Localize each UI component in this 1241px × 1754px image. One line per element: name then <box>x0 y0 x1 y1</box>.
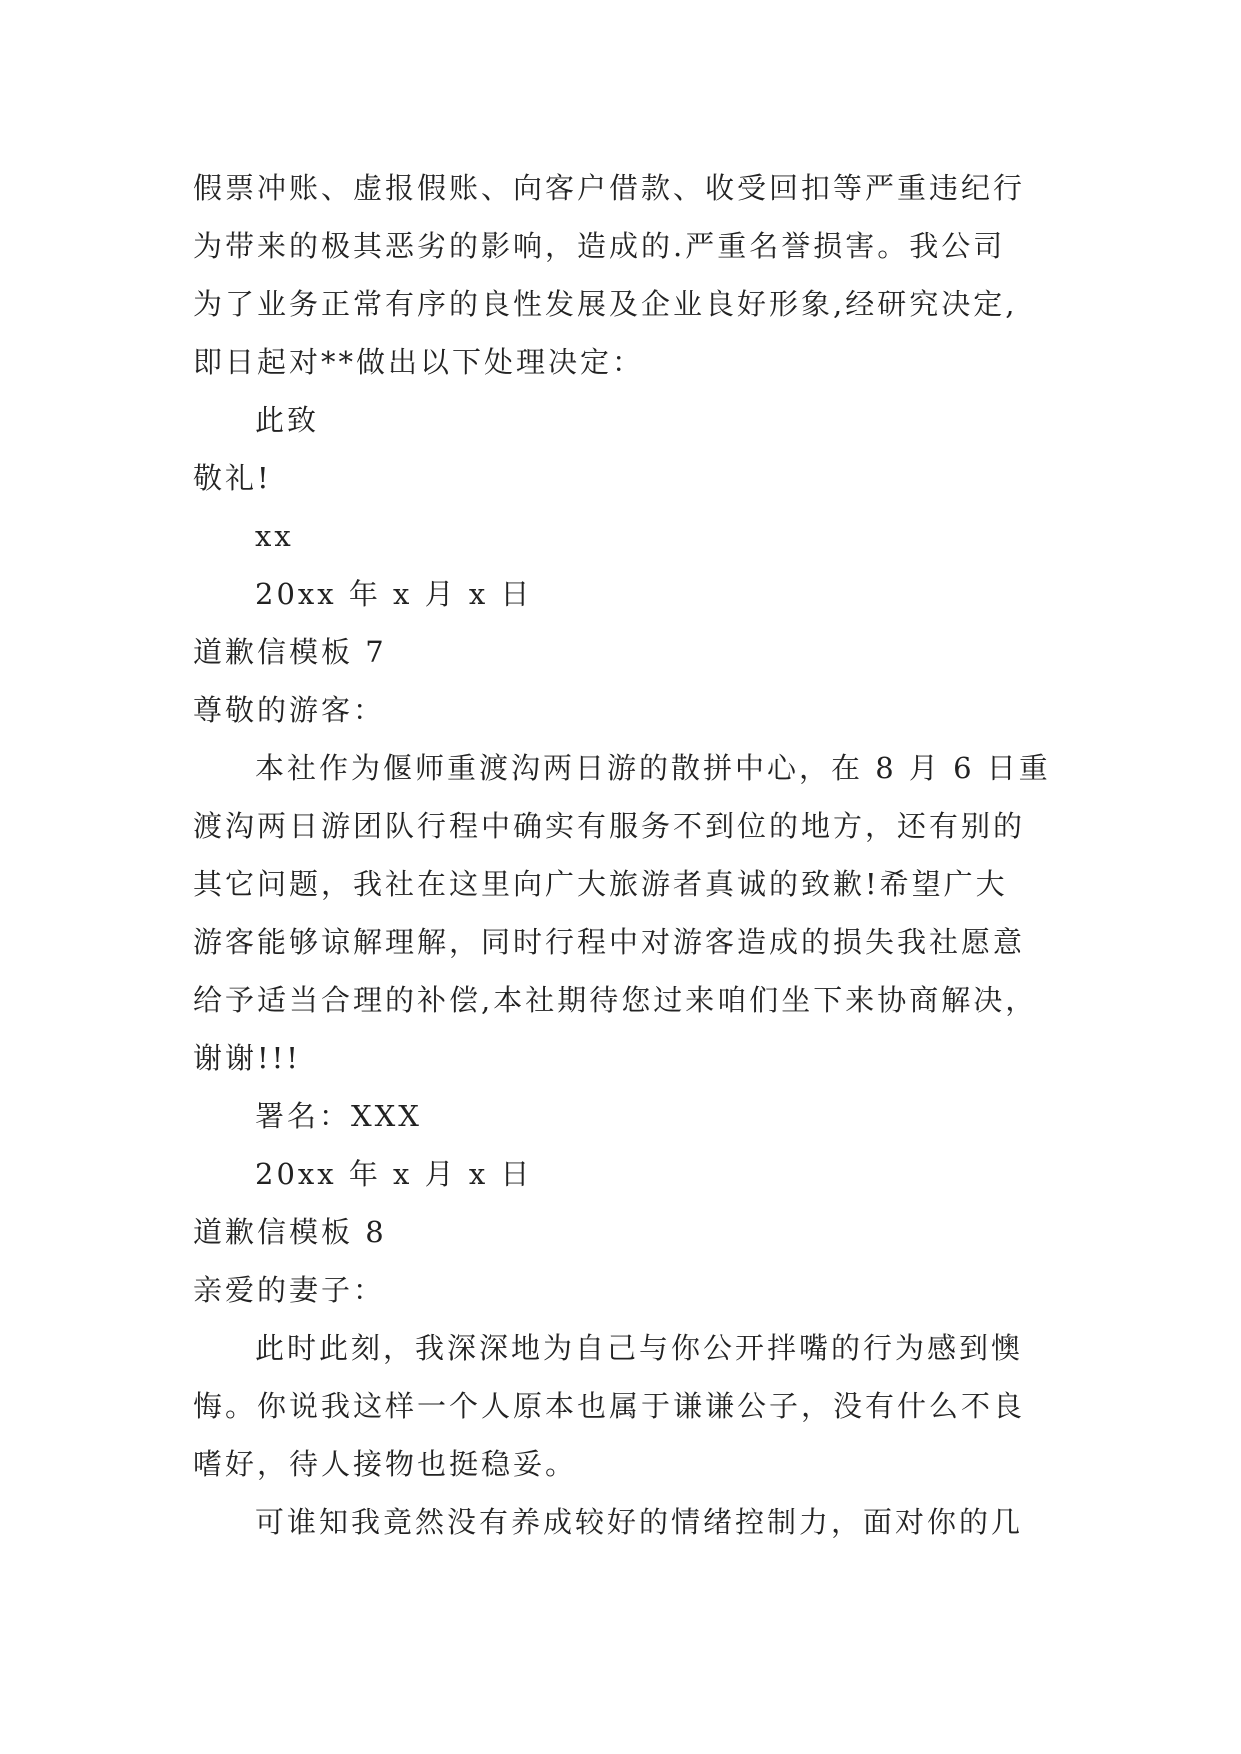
text-line: 渡沟两日游团队行程中确实有服务不到位的地方，还有别的 <box>193 809 1026 843</box>
date-line: 20xx 年 x 月 x 日 <box>255 1157 533 1191</box>
text-line: 游客能够谅解理解，同时行程中对游客造成的损失我社愿意 <box>193 925 1026 959</box>
closing-regards: 敬礼! <box>193 461 272 495</box>
text-line: 假票冲账、虚报假账、向客户借款、收受回扣等严重违纪行 <box>193 171 1026 205</box>
text-line: 即日起对**做出以下处理决定： <box>193 345 645 379</box>
greeting: 亲爱的妻子： <box>193 1273 386 1307</box>
text-line: 其它问题，我社在这里向广大旅游者真诚的致歉!希望广大 <box>193 867 1008 901</box>
text-line: 本社作为偃师重渡沟两日游的散拼中心，在 8 月 6 日重 <box>255 751 1051 785</box>
closing-salutation: 此致 <box>255 403 320 437</box>
text-line: 谢谢!!! <box>193 1041 301 1075</box>
date-line: 20xx 年 x 月 x 日 <box>255 577 533 611</box>
text-line: 嗜好，待人接物也挺稳妥。 <box>193 1447 578 1481</box>
document-page <box>193 159 1093 1551</box>
text-line: 为带来的极其恶劣的影响，造成的.严重名誉损害。我公司 <box>193 229 1006 263</box>
signature: 署名：XXX <box>255 1099 422 1133</box>
text-line: 为了业务正常有序的良性发展及企业良好形象,经研究决定, <box>193 287 1018 321</box>
section-heading: 道歉信模板 8 <box>193 1215 387 1249</box>
text-line: 可谁知我竟然没有养成较好的情绪控制力，面对你的几 <box>255 1505 1024 1539</box>
text-line: 悔。你说我这样一个人原本也属于谦谦公子，没有什么不良 <box>193 1389 1026 1423</box>
text-line: 给予适当合理的补偿,本社期待您过来咱们坐下来协商解决， <box>193 983 1038 1017</box>
section-heading: 道歉信模板 7 <box>193 635 387 669</box>
greeting: 尊敬的游客： <box>193 693 386 727</box>
text-line: 此时此刻，我深深地为自己与你公开拌嘴的行为感到懊 <box>255 1331 1024 1365</box>
signature: xx <box>255 519 294 553</box>
